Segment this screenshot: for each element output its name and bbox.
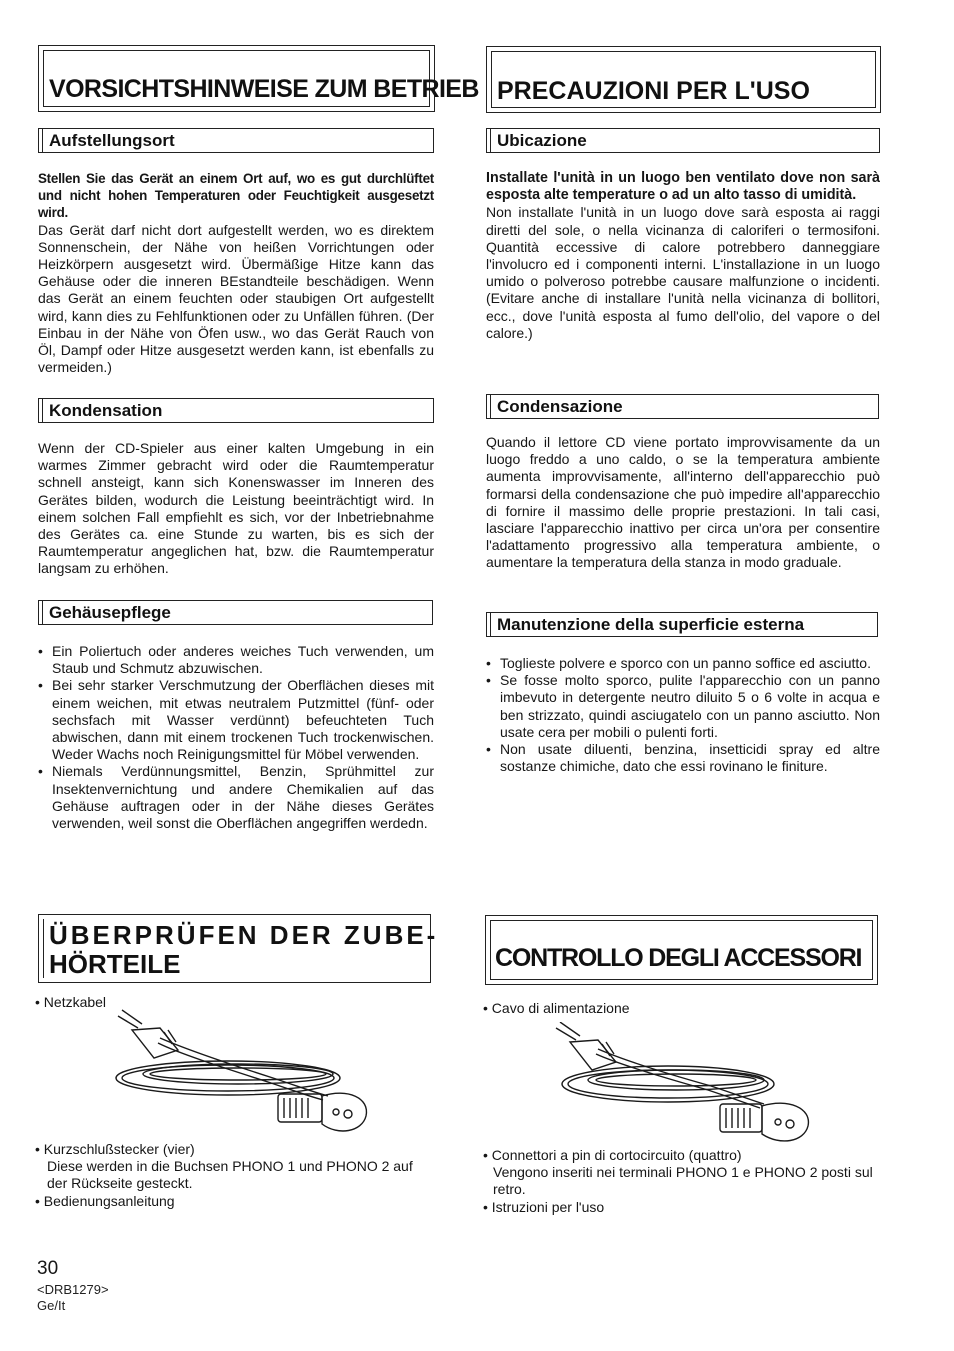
list-item: • Toglieste polvere e sporco con un panno soffice ed asciutto.: [486, 655, 880, 672]
accessory-item-description: Diese werden in die Buchsen PHONO 1 und PHONO 2 auf der Rückseite gesteckt.: [47, 1158, 413, 1192]
italian-heading-box-2: [486, 394, 879, 419]
lead-text: Installate l'unità in un luogo ben ventilato dove non sarà esposta alte temperature o ad un alto tasso di umidità.: [486, 170, 880, 204]
section-heading: Kondensation: [49, 401, 163, 420]
accessory-item: • Connettori a pin di cortocircuito (quattro): [483, 1147, 742, 1163]
german-accessory-item-1: • Netzkabel: [35, 994, 107, 1010]
model-code: <DRB1279>: [37, 1282, 109, 1297]
german-title-box: [38, 45, 479, 112]
german-heading-box-3: [38, 600, 433, 625]
italian-heading-box-1: [486, 128, 880, 153]
power-cord-illustration: [548, 1022, 816, 1146]
german-accessories-title-line1: ÜBERPRÜFEN DER ZUBE-: [49, 920, 439, 950]
german-accessories-title-box: [38, 914, 439, 983]
german-accessories-title-line2: HÖRTEILE: [49, 949, 181, 979]
german-paragraph-placement: [38, 170, 434, 376]
lead-text: Stellen Sie das Gerät an einem Ort auf, wo es gut durchlüftet und nicht hohen Temperaturen oder Feuchtigkeit ausgesetzt wird.: [38, 171, 434, 221]
section-heading: Manutenzione della superficie esterna: [497, 615, 805, 634]
italian-accessory-item-1: • Cavo di alimentazione: [483, 1000, 630, 1016]
body-text: Non installate l'unità in un luogo dove sarà esposta ai raggi diretti del sole, o nella vicinanza di caloriferi o termosifoni. Quantità eccessive di calore potrebbero danneggiare l'involucro ed i componenti interni. L'installazione in un luogo umido o polveroso potrebbe causare malfunzione o incidenti. (Evitare anche di installare l'unità nella vicinanza di bollitori, ecc., dove l'unità esposta al fumo dell'olio, del vapore o del calore.): [486, 204, 880, 341]
italian-heading-box-3: [486, 612, 878, 637]
list-item: • Niemals Verdünnungsmittel, Benzin, Sprühmittel zur Insektenvernichtung und andere Chemikalien auf das Gehäuse auftragen oder in der Nähe dieses Gerätes verwenden, weil sonst die Oberflächen angegriffen werdedn.: [38, 763, 434, 832]
german-heading-box-2: [38, 398, 434, 423]
italian-paragraph-placement: [486, 170, 880, 342]
body-text: Wenn der CD-Spieler aus einer kalten Umgebung in ein warmes Zimmer gebracht wird oder die Raumtemperatur schnell ansteigt, kann sich Konenswasser im Inneren des Gerätes bilden, wodurch die Leistung beeinträchtigt wird. In einem solchen Fall empfiehlt es sich, vor der Inbetriebnahme des Gerätes ca. eine Stunde zu warten, bis es sich der Raumtemperatur angeglichen hat, bzw. die Raumtemperatur langsam zu erhöhen.: [38, 440, 434, 577]
language-code: Ge/It: [37, 1298, 66, 1313]
list-item: • Non usate diluenti, benzina, insetticidi spray ed altre sostanze chimiche, dato che essi rovinano le finiture.: [486, 741, 880, 775]
section-heading: Ubicazione: [497, 131, 587, 150]
italian-paragraph-condensation: [486, 434, 880, 572]
list-item: • Se fosse molto sporco, pulite l'apparecchio con un panno imbevuto in detergente neutro diluito 5 o 6 volte in acqua e ben strizzato, quindi asciugatelo con un panno asciutto. Non usate cera per mobili o pulenti forti.: [486, 672, 880, 741]
german-accessory-items: [35, 1141, 435, 1210]
list-item: • Bei sehr starker Verschmutzung der Oberflächen dieses mit einem weichen, mit etwas neutralem Putzmittel (fünf- oder sechsfach mit Wasser verdünnt) befeuchteten Tuch abwischen, dann mit einem trockenen Tuch trockenwischen. Weder Wachs noch Reinigungsmittel für Möbel verwenden.: [38, 677, 434, 763]
footer-codes: [37, 1282, 109, 1314]
body-text: Das Gerät darf nicht dort aufgestellt werden, wo es direktem Sonnenschein, der Nähe von heißen Vorrichtungen oder Heizkörpern ausgesetzt wird. Übermäßige Hitze kann das Gehäuse oder die inneren BEstandteile beschädigen. Wenn das Gerät an einem feuchten oder staubigen Ort aufgestellt wird, kann dies zu Fehlfunktionen oder zu Unfällen führen. (Der Einbau in der Nähe von Öfen usw., wo das Gerät Rauch von Öl, Dampf oder Hitze ausgesetzt werden kann, ist ebenfalls zu vermeiden.): [38, 221, 434, 376]
body-text: Quando il lettore CD viene portato improvvisamente da un luogo freddo a uno caldo, o se la temperatura ambiente aumenta improvvisamente, all'interno dell'apparecchio può formarsi della condensazione che può impedire all'apparecchio di fornire il massimo delle proprie prestazioni. In tali casi, lasciare l'apparecchio inattivo per circa un'ora per consentire l'adattamento progressivo alla temperatura ambiente, o aumentare la temperatura della stanza in modo graduale.: [486, 434, 880, 571]
german-care-list: [38, 643, 434, 832]
list-item: • Ein Poliertuch oder anderes weiches Tuch verwenden, um Staub und Schmutz abzuwischen.: [38, 643, 434, 677]
italian-accessories-title: CONTROLLO DEGLI ACCESSORI: [495, 944, 862, 972]
italian-care-list: [486, 655, 880, 775]
german-heading-box-1: [38, 128, 434, 153]
section-heading: Condensazione: [497, 397, 623, 416]
page-number: 30: [37, 1258, 59, 1279]
accessory-item: • Kurzschlußstecker (vier): [35, 1141, 195, 1157]
accessory-item: • Istruzioni per l'uso: [483, 1198, 605, 1215]
italian-title-box: [486, 46, 881, 113]
power-cord-illustration: [108, 1008, 376, 1138]
italian-page-title: PRECAUZIONI PER L'USO: [497, 77, 810, 105]
section-heading: Aufstellungsort: [49, 131, 175, 150]
section-heading: Gehäusepflege: [49, 603, 171, 622]
german-paragraph-condensation: [38, 440, 434, 578]
accessory-item: • Bedienungsanleitung: [35, 1192, 175, 1209]
german-page-title: VORSICHTSHINWEISE ZUM BETRIEB: [49, 75, 479, 103]
accessory-item-description: Vengono inseriti nei terminali PHONO 1 e PHONO 2 posti sul retro.: [493, 1164, 873, 1198]
italian-accessory-items: [483, 1147, 883, 1216]
italian-accessories-title-box: [485, 915, 878, 985]
